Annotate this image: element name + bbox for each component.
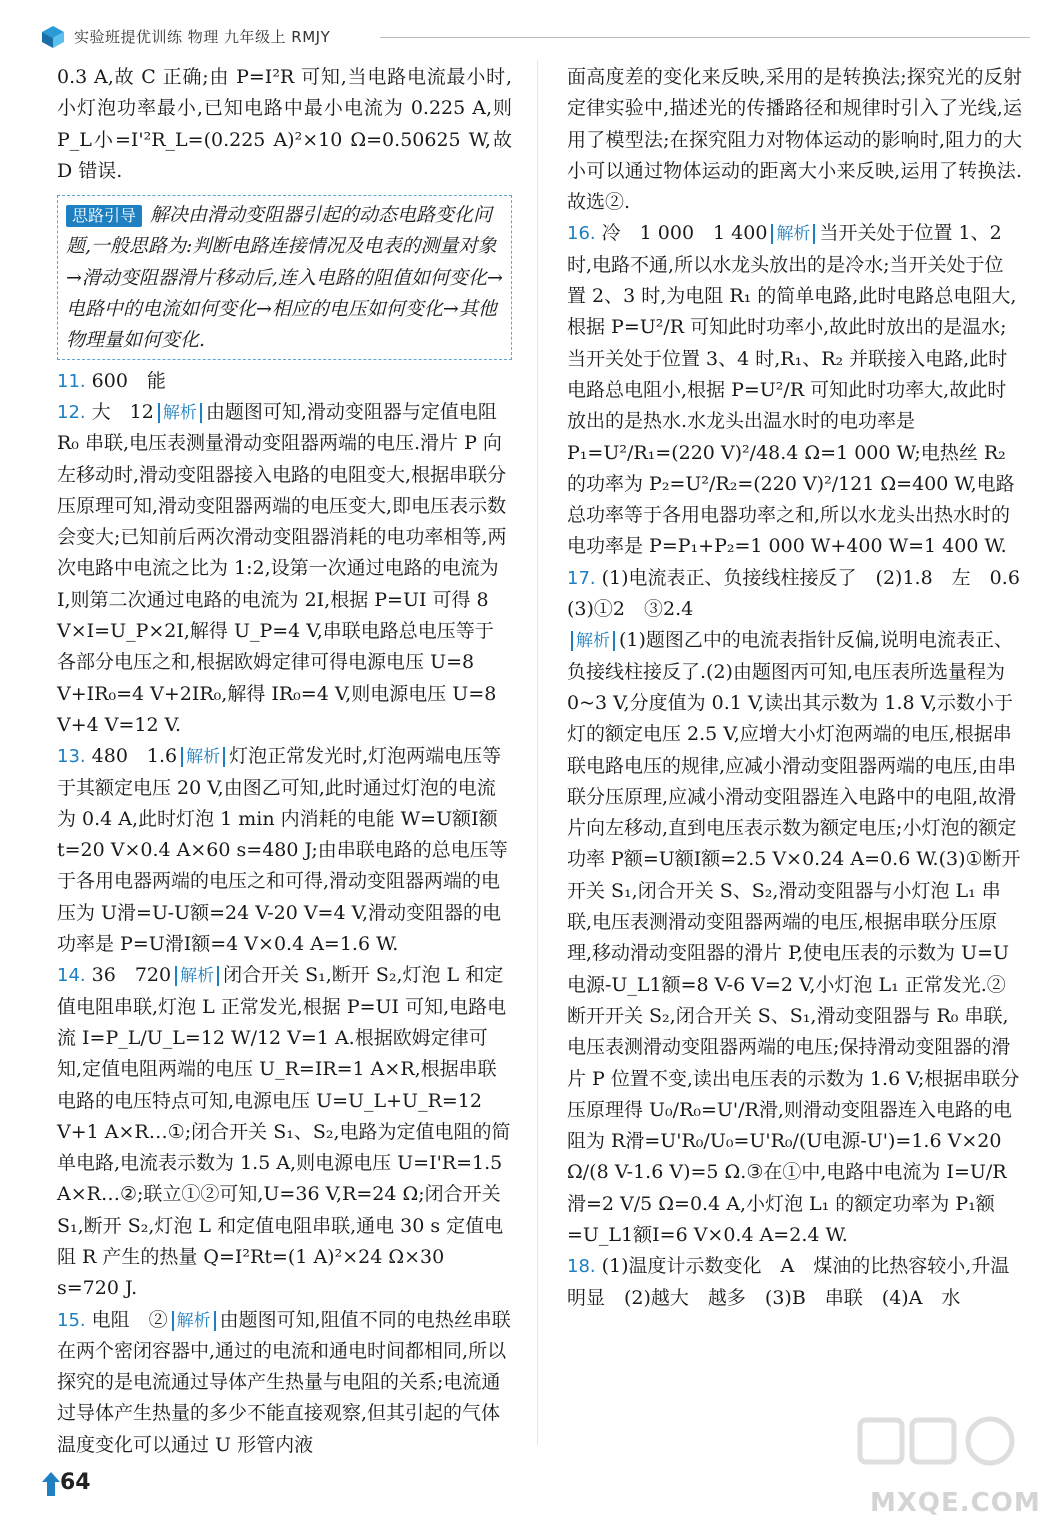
answer: (1)温度计示数变化 A 煤油的比热容较小,升温明显 (2)越大 越多 (3)B 串联 (4)A 水 <box>567 1255 1010 1309</box>
intro-paragraph: 0.3 A,故 C 正确;由 P=I²R 可知,当电路电流最小时,小灯泡功率最小,已知电路中最小电流为 0.225 A,则 P_L小=I'²R_L=(0.225 A)²×10 Ω=0.50625 W,故 D 错误. <box>57 66 512 182</box>
question-18 <box>567 1251 1022 1314</box>
question-number: 18. <box>567 1256 596 1278</box>
question-number: 17. <box>567 567 596 589</box>
question-11 <box>57 366 512 397</box>
analysis-text: 闭合开关 S₁,断开 S₂,灯泡 L 和定值电阻串联,灯泡 L 正常发光,根据 P=UI 可知,电路电流 I=P_L/U_L=12 W/12 V=1 A.根据欧姆定律可知,定值电阻两端的电压 U_R=IR=1 A×R,根据串联电路的电压特点可知,电源电压 U=U_L+U_R=12 V+1 A×R…①;闭合开关 S₁、S₂,电路为定值电阻的简单电路,电流表示数为 1.5 A,则电源电压 U=I'R=1.5 A×R…②;联立①②可知,U=36 V,R=24 Ω;闭合开关 S₁,断开 S₂,灯泡 L 和定值电阻串联,通电 30 s 定值电阻 R 产生的热量 Q=I²Rt=(1 A)²×24 Ω×30 s=720 J. <box>57 964 511 1300</box>
question-number: 12. <box>57 401 86 423</box>
question-number: 13. <box>57 746 86 768</box>
question-14 <box>57 960 512 1304</box>
tip-label: 思路引导 <box>66 205 142 227</box>
question-number: 16. <box>567 223 596 245</box>
answer: 480 1.6 <box>91 745 178 768</box>
header-title: 实验班提优训练 物理 九年级上 RMJY <box>74 28 331 46</box>
tip-text: 解决由滑动变阻器引起的动态电路变化问题,一般思路为:判断电路连接情况及电表的测量对象→滑动变阻器滑片移动后,连入电路的阻值如何变化→电路中的电流如何变化→相应的电压如何变化→其他物理量如何变化. <box>66 204 503 352</box>
answer: 36 720 <box>91 964 172 987</box>
answer: 大 12 <box>91 400 154 423</box>
left-column <box>57 62 512 1461</box>
answer: 冷 1 000 1 400 <box>601 222 768 245</box>
answer: 电阻 ② <box>91 1308 168 1331</box>
continued-paragraph: 面高度差的变化来反映,采用的是转换法;探究光的反射定律实验中,描述光的传播路径和规律时引入了光线,运用了模型法;在探究阻力对物体运动的影响时,阻力的大小可以通过物体运动的距离大小来反映,运用了转换法.故选②. <box>567 66 1022 214</box>
question-number: 15. <box>57 1309 86 1331</box>
up-arrow-icon <box>42 1472 60 1482</box>
question-15 <box>57 1305 512 1461</box>
question-17 <box>567 563 1039 626</box>
header-divider <box>380 37 1030 38</box>
analysis-text: 由题图可知,滑动变阻器与定值电阻 R₀ 串联,电压表测量滑动变阻器两端的电压.滑片 P 向左移动时,滑动变阻器接入电路的电阻变大,根据串联分压原理可知,滑动变阻器两端的电压变大,即电压表示数会变大;已知前后两次滑动变阻器消耗的电功率相等,两次电路中电流之比为 1:2,设第一次通过电路的电流为 I,则第二次通过电路的电流为 2I,根据 P=UI 可得 8 V×I=U_P×2I,解得 U_P=4 V,串联电路总电压等于各部分电压之和,根据欧姆定律可得电源电压 U=8 V+IR₀=4 V+2IR₀,解得 IR₀=4 V,则电源电压 U=8 V+4 V=12 V. <box>57 400 507 736</box>
question-17-analysis <box>567 625 1022 1251</box>
page-number <box>42 1468 90 1502</box>
book-logo-icon <box>40 24 66 50</box>
analysis-text: 当开关处于位置 1、2 时,电路不通,所以水龙头放出的是冷水;当开关处于位置 2、3 时,为电阻 R₁ 的简单电路,此时电路总电阻大,根据 P=U²/R 可知此时功率小,故此时放出的是温水;当开关处于位置 3、4 时,R₁、R₂ 并联接入电路,此时电路总电阻小,根据 P=U²/R 可知此时功率大,故此时放出的是热水.水龙头出温水时的电功率是 P₁=U²/R₁=(220 V)²/48.4 Ω=1 000 W;电热丝 R₂ 的功率为 P₂=U²/R₂=(220 V)²/121 Ω=400 W,电路总功率等于各用电器功率之和,所以水龙头出热水时的电功率是 P=P₁+P₂=1 000 W+400 W=1 400 W. <box>567 222 1017 558</box>
tip-box <box>57 195 512 359</box>
analysis-tag: 解析 <box>571 631 615 651</box>
watermark-text: MXQE.COM <box>870 1488 1041 1518</box>
analysis-text: (1)题图乙中的电流表指针反偏,说明电流表正、负接线柱接反了.(2)由题图丙可知,电压表所选量程为 0~3 V,分度值为 0.1 V,读出其示数为 1.8 V,示数小于灯的额定电压 2.5 V,应增大小灯泡两端的电压,根据串联电路电压的规律,应减小滑动变阻器两端的电压,由串联分压原理,应减小滑动变阻器连入电路中的电阻,故滑片向左移动,直到电压表示数为额定电压;小灯泡的额定功率 P额=U额I额=2.5 V×0.24 A=0.6 W.(3)①断开开关 S₁,闭合开关 S、S₂,滑动变阻器与小灯泡 L₁ 串联,电压表测滑动变阻器两端的电压,根据串联分压原理,移动滑动变阻器的滑片 P,使电压表的示数为 U=U电源-U_L1额=8 V-6 V=2 V,小灯泡 L₁ 正常发光.②断开开关 S₂,闭合开关 S、S₁,滑动变阻器与 R₀ 串联,电压表测滑动变阻器两端的电压;保持滑动变阻器的滑片 P 位置不变,读出电压表的示数为 1.6 V;根据串联分压原理得 U₀/R₀=U'/R滑,则滑动变阻器连入电路的电阻为 R滑=U'R₀/U₀=U'R₀/(U电源-U')=1.6 V×20 Ω/(8 V-1.6 V)=5 Ω.③在①中,电路中电流为 I=U/R滑=2 V/5 Ω=0.4 A,小灯泡 L₁ 的额定功率为 P₁额=U_L1额I=6 V×0.4 A=2.4 W. <box>567 629 1021 1246</box>
question-number: 11. <box>57 370 86 392</box>
analysis-text: 由题图可知,阻值不同的电热丝串联在两个密闭容器中,通过的电流和通电时间都相同,所以探究的是电流通过导体产生热量与电阻的关系;电流通过导体产生热量的多少不能直接观察,但其引起的气体温度变化可以通过 U 形管内液 <box>57 1308 511 1456</box>
column-divider <box>537 60 538 1445</box>
analysis-tag: 解析 <box>771 224 815 244</box>
right-column <box>567 62 1039 1314</box>
question-16 <box>567 218 1022 562</box>
page-header <box>40 22 1000 52</box>
answer: 600 能 <box>91 369 166 392</box>
arrow-stem <box>47 1482 55 1496</box>
page-number-text: 64 <box>60 1470 91 1495</box>
question-13 <box>57 741 512 960</box>
analysis-text: 灯泡正常发光时,灯泡两端电压等于其额定电压 20 V,由图乙可知,此时通过灯泡的电流为 0.4 A,此时灯泡 1 min 内消耗的电能 W=U额I额t=20 V×0.4 A×60 s=480 J;由串联电路的总电压等于各用电器两端的电压之和可得,滑动变阻器两端的电压为 U滑=U-U额=24 V-20 V=4 V,滑动变阻器的电功率是 P=U滑I额=4 V×0.4 A=1.6 W. <box>57 745 508 956</box>
answer: (1)电流表正、负接线柱接反了 (2)1.8 左 0.6 (3)①2 ③2.4 <box>567 566 1039 621</box>
analysis-tag: 解析 <box>181 747 225 767</box>
analysis-tag: 解析 <box>158 403 202 423</box>
question-number: 14. <box>57 965 86 987</box>
question-12 <box>57 397 512 741</box>
analysis-tag: 解析 <box>172 1311 216 1331</box>
analysis-tag: 解析 <box>175 966 219 986</box>
